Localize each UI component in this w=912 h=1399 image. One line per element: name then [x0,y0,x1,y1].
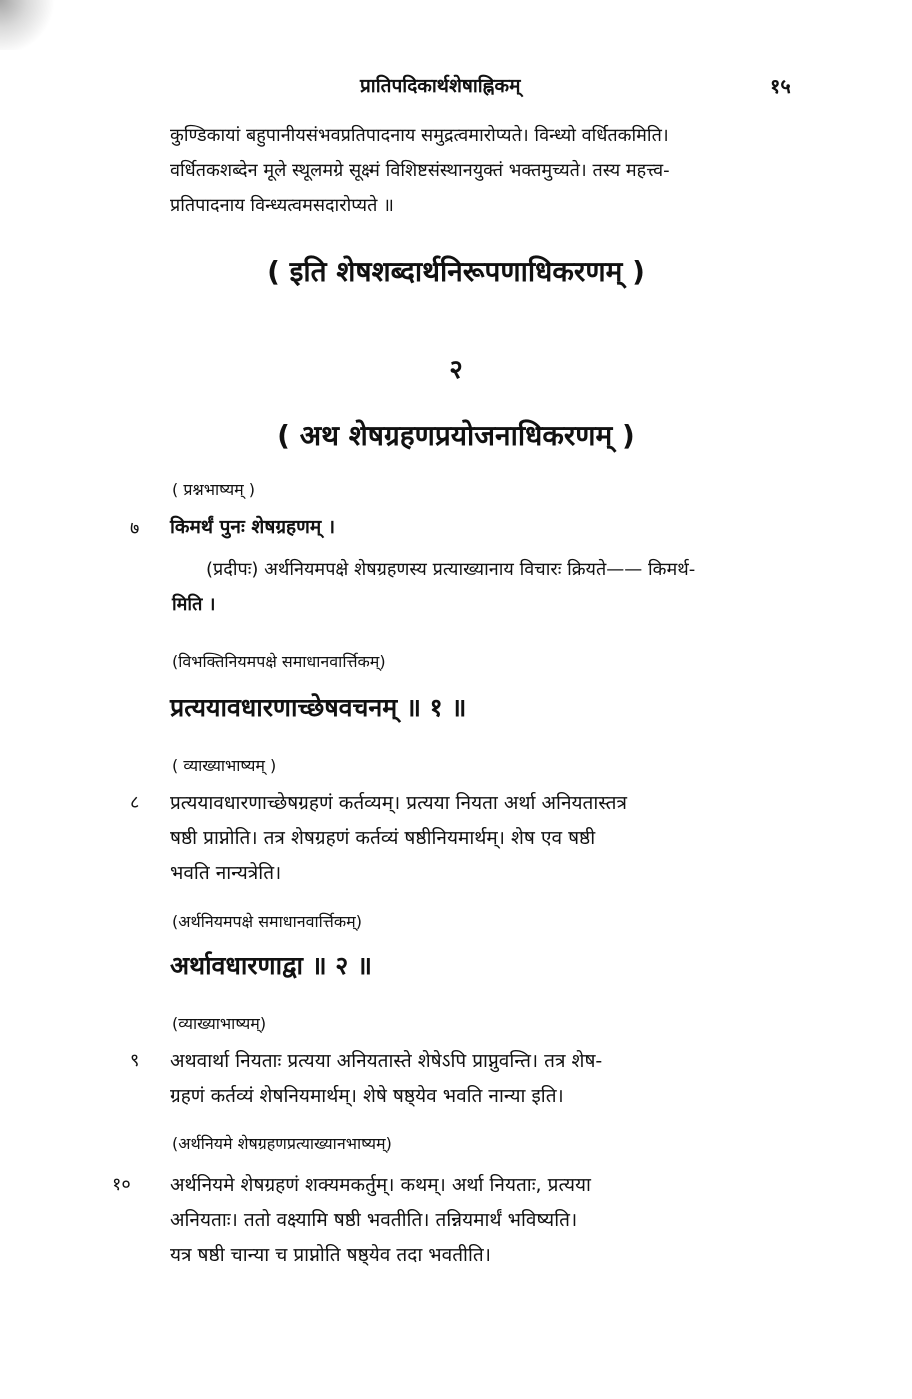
pradipa-line-2: मिति । [172,594,216,615]
vyakhya-2-text [170,1044,825,1114]
pratyakhyana-line-1: अर्थनियमे शेषग्रहणं शक्यमकर्तुम्। कथम्। अर्था नियताः, प्रत्यया [170,1174,591,1196]
vyakhya-1-label: ( व्याख्याभाष्यम् ) [172,756,277,775]
paragraph-number-7: ७ [130,518,140,539]
pradipa-line-1: (प्रदीपः) अर्थनियमपक्षे शेषग्रहणस्य प्रत्याख्यानाय विचारः क्रियते—— किमर्थ- [206,559,696,580]
pratyakhyana-line-2: अनियताः। ततो वक्ष्यामि षष्ठी भवतीति। तन्नियमार्थं भविष्यति। [170,1209,578,1231]
paragraph-number-8: ८ [130,792,140,813]
section-number: २ [449,355,463,385]
pradipa-commentary [172,552,822,622]
vartika-2-text: अर्थावधारणाद्वा ॥ २ ॥ [170,951,372,980]
pratyakhyana-label: (अर्थनियमे शेषग्रहणप्रत्याख्यानभाष्यम्) [172,1134,392,1153]
prashna-label: ( प्रश्नभाष्यम् ) [172,480,255,499]
intro-line-1: कुण्डिकायां बहुपानीयसंभवप्रतिपादनाय समुद्रत्वमारोप्यते। विन्ध्यो वर्धितकमिति। [170,125,669,146]
pratyakhyana-text [170,1168,825,1273]
section-opening-heading: ( अथ शेषग्रहणप्रयोजनाधिकरणम् ) [277,419,635,452]
vyakhya-1-line-3: भवति नान्यत्रेति। [170,862,282,884]
vyakhya-2-line-1: अथवार्था नियताः प्रत्यया अनियतास्ते शेषेऽपि प्राप्नुवन्ति। तत्र शेष- [170,1050,603,1072]
vartika-2-label: (अर्थनियमपक्षे समाधानवार्त्तिकम्) [172,912,362,931]
vyakhya-2-line-2: ग्रहणं कर्तव्यं शेषनियमार्थम्। शेषे षष्ठ्येव भवति नान्या इति। [170,1085,564,1107]
vyakhya-1-line-2: षष्ठी प्राप्नोति। तत्र शेषग्रहणं कर्तव्यं षष्ठीनियमार्थम्। शेष एव षष्ठी [170,827,596,849]
intro-paragraph [170,118,825,223]
vyakhya-1-text [170,786,825,891]
section-closing-heading: ( इति शेषशब्दार्थनिरूपणाधिकरणम् ) [267,255,645,288]
intro-line-3: प्रतिपादनाय विन्ध्यत्वमसदारोप्यते ॥ [170,195,394,216]
vartika-1-label: (विभक्तिनियमपक्षे समाधानवार्त्तिकम्) [172,652,386,671]
pratyakhyana-line-3: यत्र षष्ठी चान्या च प्राप्नोति षष्ठ्येव तदा भवतीति। [170,1244,491,1266]
intro-line-2: वर्धितकशब्देन मूले स्थूलमग्रे सूक्ष्मं विशिष्टसंस्थानयुक्तं भक्तमुच्यते। तस्य महत्त्व- [170,160,670,181]
vyakhya-2-label: (व्याख्याभाष्यम्) [172,1014,267,1033]
vyakhya-1-line-1: प्रत्ययावधारणाच्छेषग्रहणं कर्तव्यम्। प्रत्यया नियता अर्था अनियतास्तत्र [170,792,627,814]
paragraph-number-9: ९ [130,1050,140,1071]
running-header: प्रातिपदिकार्थशेषाह्निकम् [360,75,521,97]
scan-corner-noise [0,0,60,50]
page-number: १५ [770,74,791,98]
paragraph-number-10: १० [112,1174,131,1195]
vartika-1-text: प्रत्ययावधारणाच्छेषवचनम् ॥ १ ॥ [170,693,467,722]
prashna-text: किमर्थं पुनः शेषग्रहणम् । [170,516,336,538]
